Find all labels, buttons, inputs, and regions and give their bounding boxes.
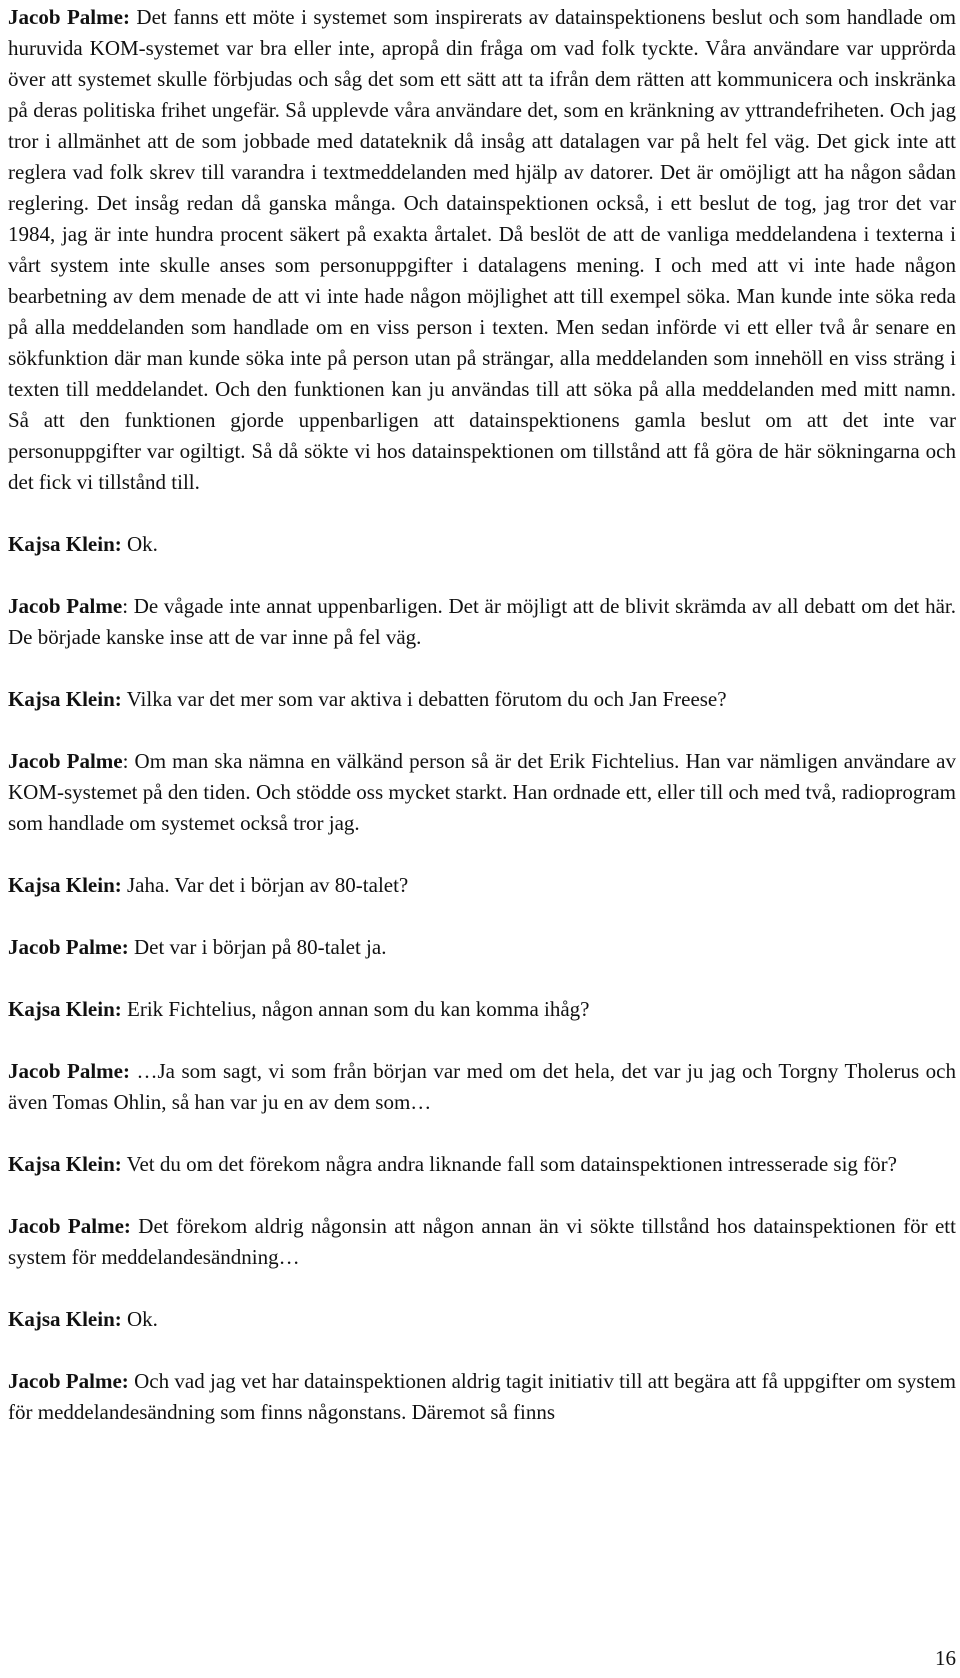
speaker-name: Jacob Palme: (8, 935, 129, 959)
paragraph-1 (8, 2, 956, 498)
paragraph-4 (8, 684, 956, 715)
paragraph-13 (8, 1366, 956, 1428)
paragraph-9 (8, 1056, 956, 1118)
speaker-name: Jacob Palme: (8, 1369, 129, 1393)
paragraph-3 (8, 591, 956, 653)
speaker-name: Jacob Palme: (8, 1059, 130, 1083)
speaker-name: Kajsa Klein: (8, 687, 122, 711)
speaker-name: Kajsa Klein: (8, 997, 122, 1021)
paragraph-text: Ok. (121, 532, 158, 556)
paragraph-text: : Om man ska nämna en välkänd person så är det Erik Fichtelius. Han var nämligen användare av KOM-systemet på den tiden. Och stödde oss mycket starkt. Han ordnade ett, eller till och med två, radioprogram som handlade om systemet också tror jag. (8, 749, 956, 835)
speaker-name: Jacob Palme (8, 594, 123, 618)
speaker-name: Jacob Palme: (8, 5, 130, 29)
speaker-name: Jacob Palme (8, 749, 123, 773)
paragraph-6 (8, 870, 956, 901)
paragraph-text: Jaha. Var det i början av 80-talet? (121, 873, 409, 897)
paragraph-text: Vilka var det mer som var aktiva i debatten förutom du och Jan Freese? (121, 687, 727, 711)
paragraph-text: Det var i början på 80-talet ja. (128, 935, 387, 959)
paragraph-text: : De vågade inte annat uppenbarligen. Det är möjligt att de blivit skrämda av all debatt om det här. De började kanske inse att de var inne på fel väg. (8, 594, 956, 649)
speaker-name: Kajsa Klein: (8, 1307, 122, 1331)
paragraph-text: Ok. (121, 1307, 158, 1331)
document-page (8, 2, 956, 1428)
speaker-name: Kajsa Klein: (8, 873, 122, 897)
paragraph-7 (8, 932, 956, 963)
paragraph-11 (8, 1211, 956, 1273)
speaker-name: Kajsa Klein: (8, 1152, 122, 1176)
paragraph-2 (8, 529, 956, 560)
page-number: 16 (935, 1646, 956, 1670)
paragraph-text: Det förekom aldrig någonsin att någon annan än vi sökte tillstånd hos datainspektionen för ett system för meddelandesändning… (8, 1214, 956, 1269)
paragraph-text: Erik Fichtelius, någon annan som du kan komma ihåg? (121, 997, 590, 1021)
paragraph-5 (8, 746, 956, 839)
speaker-name: Kajsa Klein: (8, 532, 122, 556)
paragraph-text: Och vad jag vet har datainspektionen aldrig tagit initiativ till att begära att få uppgifter om system för meddelandesändning som finns någonstans. Däremot så finns (8, 1369, 956, 1424)
paragraph-text: Vet du om det förekom några andra liknande fall som datainspektionen intresserade sig för? (121, 1152, 897, 1176)
paragraph-12 (8, 1304, 956, 1335)
speaker-name: Jacob Palme: (8, 1214, 131, 1238)
paragraph-8 (8, 994, 956, 1025)
paragraph-text: Det fanns ett möte i systemet som inspirerats av datainspektionens beslut och som handlade om huruvida KOM-systemet var bra eller inte, apropå din fråga om vad folk tyckte. Våra användare var upprörda över att systemet skulle förbjudas och såg det som ett sätt att ta ifrån dem rätten att kommunicera och inskränka på deras politiska frihet ungefär. Så upplevde våra användare det, som en kränkning av yttrandefriheten. Och jag tror i allmänhet att de som jobbade med datateknik då insåg att datalagen var på helt fel väg. Det gick inte att reglera vad folk skrev till varandra i textmeddelanden med hjälp av datorer. Det är omöjligt att ha någon sådan reglering. Det insåg redan då ganska många. Och datainspektionen också, i ett beslut de tog, jag tror det var 1984, jag är inte hundra procent säkert på exakta årtalet. Då beslöt de att de vanliga meddelandena i texterna i vårt system inte skulle anses som personuppgifter i datalagens mening. I och med att vi inte hade någon bearbetning av dem menade de att vi inte hade någon möjlighet att till exempel söka. Man kunde inte söka reda på alla meddelanden som handlade om en viss person i texten. Men sedan införde vi ett eller två år senare en sökfunktion där man kunde söka inte på person utan på strängar, alla meddelanden som innehöll en viss sträng i texten till meddelandet. Och den funktionen kan ju användas till att söka på alla meddelanden med mitt namn. Så att den funktionen gjorde uppenbarligen att datainspektionens gamla beslut om att det inte var personuppgifter var ogiltigt. Så då sökte vi hos datainspektionen om tillstånd att få göra de här sökningarna och det fick vi tillstånd till. (8, 5, 956, 494)
paragraph-10 (8, 1149, 956, 1180)
paragraph-text: …Ja som sagt, vi som från början var med om det hela, det var ju jag och Torgny Tholerus och även Tomas Ohlin, så han var ju en av dem som… (8, 1059, 956, 1114)
